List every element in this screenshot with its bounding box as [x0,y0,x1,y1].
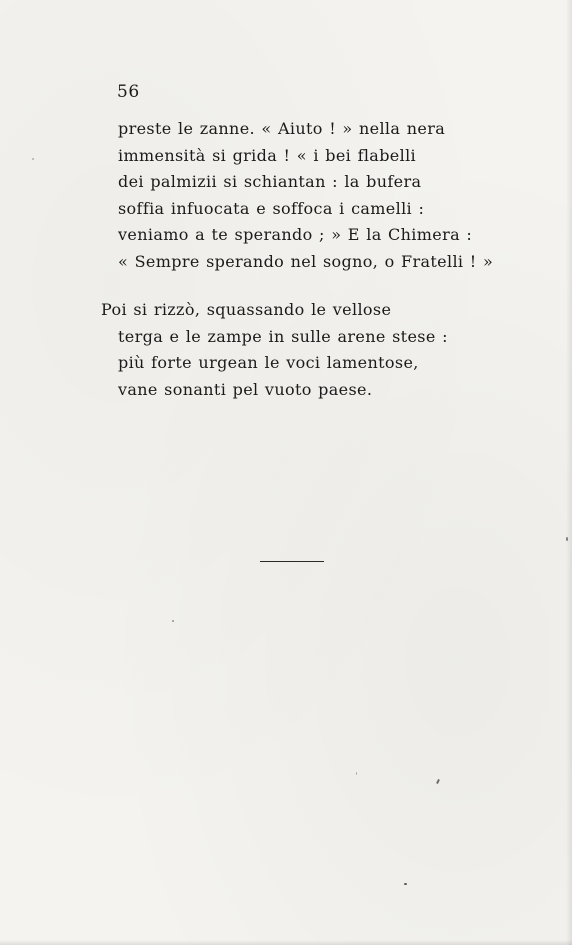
verse-line: veniamo a te sperando ; » E la Chimera : [118,225,473,245]
verse-line: dei palmizii si schiantan : la bufera [118,172,422,192]
verse-line: Poi si rizzò, squassando le vellose [101,300,392,319]
verse-line: immensità si grida ! « i bei flabelli [118,145,417,165]
paper-speck [404,883,407,885]
verse-line: soffia infuocata e soffoca i camelli : [118,198,425,218]
page-bottom-shadow [0,940,572,945]
verse-line: più forte urgean le voci lamentose, [118,353,419,373]
stanza-2 [101,297,448,403]
section-end-rule [260,561,324,562]
paper-speck [566,537,568,541]
paper-speck [32,158,34,160]
verse-line: preste le zanne. « Aiuto ! » nella nera [118,119,446,138]
page-number: 56 [117,82,140,102]
stanza-1 [118,116,493,276]
verse-line: terga e le zampe in sulle arene stese : [118,326,448,346]
paper-speck [436,779,440,784]
verse-line: « Sempre sperando nel sogno, o Fratelli ! » [118,251,494,271]
paper-speck [356,772,357,775]
verse-line: vane sonanti pel vuoto paese. [118,379,373,399]
paper-speck [172,620,174,622]
page-edge-shadow [566,0,572,945]
